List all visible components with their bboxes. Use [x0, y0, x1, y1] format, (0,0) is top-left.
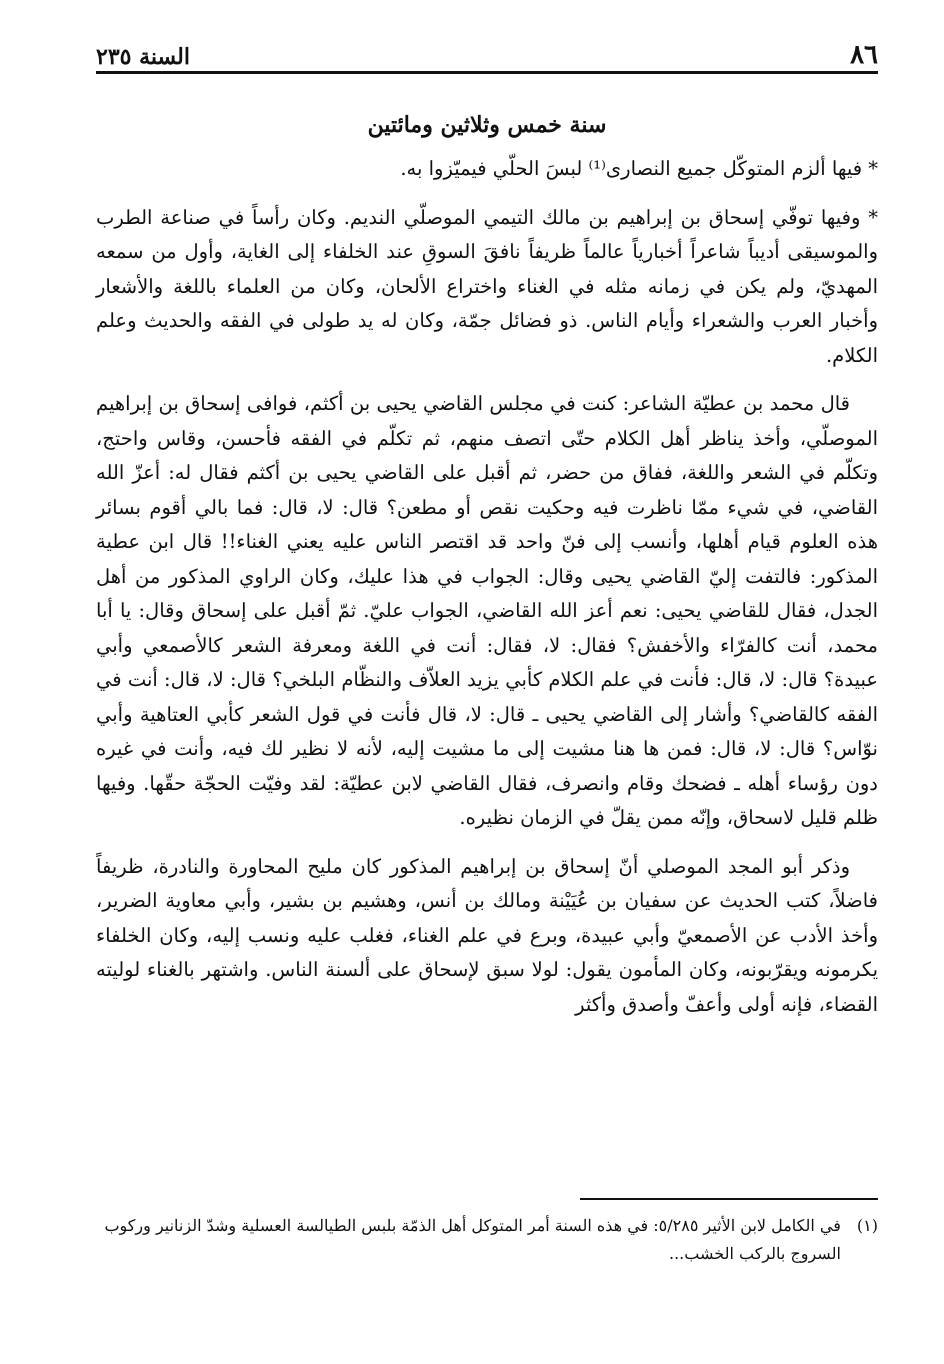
footnote [96, 1212, 878, 1268]
body-text [96, 152, 878, 1036]
year-label: السنة ٢٣٥ [96, 44, 190, 70]
footnote-rule [580, 1198, 878, 1200]
running-header [96, 30, 878, 70]
paragraph: وذكر أبو المجد الموصلي أنّ إسحاق بن إبراهيم المذكور كان مليح المحاورة والنادرة، ظريفاً فاضلاً، كتب الحديث عن سفيان بن عُيَيْنة ومالك بن أنس، وهشيم بن بشير، وأبي معاوية الضرير، وأخذ الأدب عن الأصمعيّ وأبي عبيدة، وبرع في علم الغناء، فغلب عليه ونسب إليه، وكان الخلفاء يكرمونه ويقرّبونه، وكان المأمون يقول: لولا سبق لإسحاق على ألسنة الناس. واشتهر بالغناء لوليته القضاء، فإنه أولى وأعفّ وأصدق وأكثر [96, 854, 878, 1016]
paragraph: قال محمد بن عطيّة الشاعر: كنت في مجلس القاضي يحيى بن أكثم، فوافى إسحاق بن إبراهيم الموصلّي، وأخذ يناظر أهل الكلام حتّى اتصف منهم، ثم تكلّم في الفقه فأحسن، وقاس واحتج، وتكلّم في الشعر واللغة، ففاق من حضر، ثم أقبل على القاضي يحيى بن أكثم فقال له: أعزّ الله القاضي، في شيء ممّا ناظرت فيه وحكيت نقص أو مطعن؟ قال: لا، قال: فما بالي أقوم بسائر هذه العلوم قيام أهلها، وأنسب إلى فنّ واحد قد اقتصر الناس عليه يعني الغناء!! قال ابن عطية المذكور: فالتفت إليّ القاضي يحيى وقال: الجواب في هذا عليك، وكان الراوي المذكور من أهل الجدل، فقال للقاضي يحيى: نعم أعز الله القاضي، الجواب عليّ. ثمّ أقبل على إسحاق وقال: يا أبا محمد، أنت كالفرّاء والأخفش؟ فقال: لا، فقال: أنت في اللغة ومعرفة الشعر كالأصمعي وأبي عبيدة؟ قال: لا، قال: فأنت في علم الكلام كأبي يزيد العلاّف والنظّام البلخي؟ قال: لا، قال: أنت في الفقه كالقاضي؟ وأشار إلى القاضي يحيى ـ قال: لا، قال فأنت في قول الشعر كأبي العتاهية وأبي نوّاس؟ قال: لا، قال: فمن ها هنا مشيت إلى ما مشيت إليه، لأنه لا نظير لك فيه، وأنت في غيره دون رؤساء أهله ـ فضحك وقام وانصرف، فقال القاضي لابن عطيّة: لقد وفيّت الحجّة حقّها. وفيها ظلم قليل لاسحاق، وإنّه ممن يقلّ في الزمان نظيره. [96, 392, 878, 829]
footnote-text: في الكامل لابن الأثير ٥/٢٨٥: في هذه السنة أمر المتوكل أهل الذمّة بلبس الطيالسة العسلية وشدّ الزنانير وركوب السروج بالركب الخشب... [104, 1216, 841, 1263]
page-number: ٨٦ [850, 40, 878, 70]
section-title: سنة خمس وثلاثين ومائتين [367, 112, 607, 138]
paragraph: * فيها ألزم المتوكّل جميع النصارى⁽¹⁾ لبسَ الحلّي فيميّزوا به. [400, 157, 878, 180]
footnote-number: (١) [856, 1216, 878, 1235]
header-rule [96, 71, 878, 74]
paragraph: * وفيها توفّي إسحاق بن إبراهيم بن مالك التيمي الموصلّي النديم. وكان رأساً في صناعة الطرب والموسيقى أديباً شاعراً أخبارياً عالماً ظريفاً نافقَ السوقِ عند الخلفاء إلى الغاية، وأول من سمعه المهديّ، ولم يكن في زمانه مثله في الغناء واختراع الألحان، وكان من العلماء باللغة والأشعار وأخبار العرب والشعراء وأيام الناس. ذو فضائل جمّة، وكان له يد طولى في الفقه والحديث وعلم الكلام. [96, 205, 878, 367]
